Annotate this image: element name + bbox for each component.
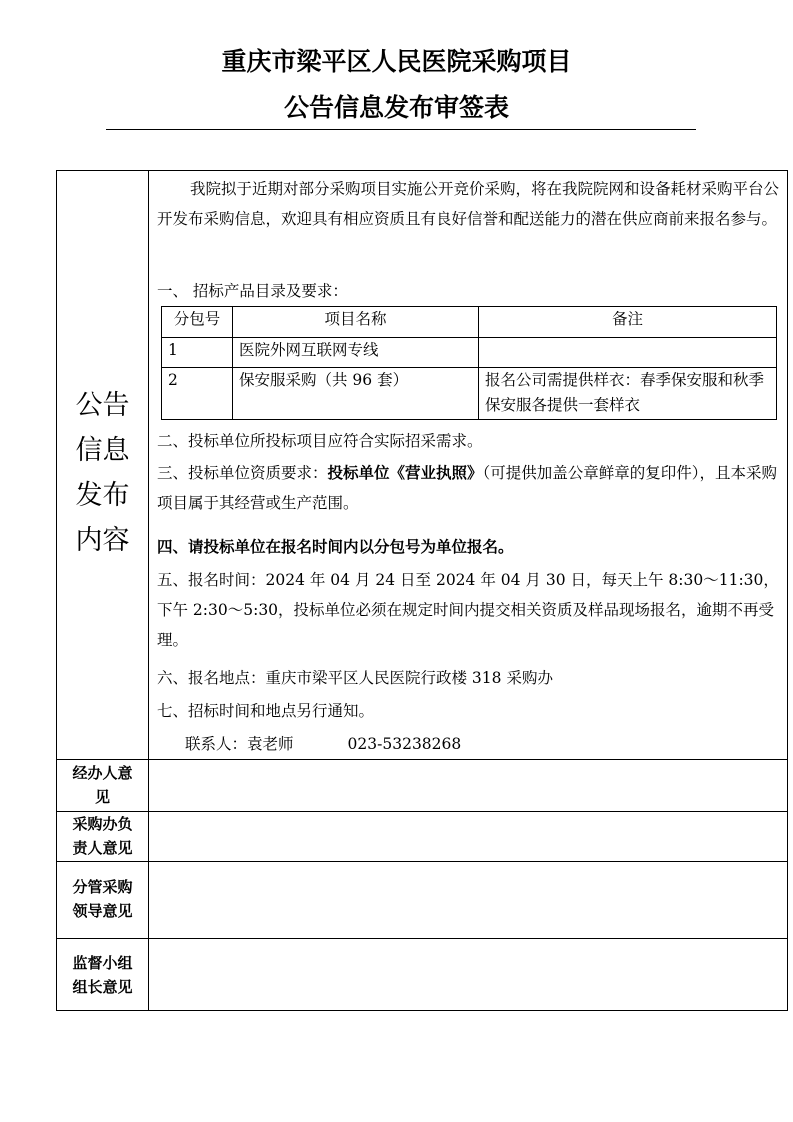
- document-title: 重庆市梁平区人民医院采购项目: [221, 47, 572, 76]
- table-cell: 1: [162, 338, 233, 368]
- announcement-row-label: [57, 383, 148, 563]
- label-line: 内容: [75, 525, 130, 556]
- leader-opinion-label: [57, 875, 148, 923]
- row-divider: [57, 811, 787, 812]
- label-line: 领导意见: [72, 902, 133, 920]
- table-header-row: [162, 307, 777, 338]
- label-line: 信息: [75, 435, 130, 466]
- label-line: 采购办负: [72, 815, 133, 833]
- supervisor-opinion-label: [57, 951, 148, 999]
- section-3-prefix: 三、投标单位资质要求：: [157, 464, 328, 482]
- section-3-bold: 投标单位《营业执照》: [327, 463, 483, 482]
- row-divider: [57, 861, 787, 862]
- procurement-head-opinion-label: [57, 812, 148, 860]
- section-3-suffix: （可提供加盖公章鲜章的复印件），且本采购项目属于其经营或生产范围。: [157, 464, 778, 512]
- label-line: 组长意见: [72, 978, 133, 996]
- section-1: 一、 招标产品目录及要求：: [157, 282, 348, 300]
- row-divider: [57, 938, 787, 939]
- table-cell: 保安服采购（共 96 套）: [233, 368, 479, 420]
- label-line: 公告: [75, 390, 130, 421]
- contact-phone: 023-53238268: [347, 735, 462, 753]
- section-4: 四、请投标单位在报名时间内以分包号为单位报名。: [157, 537, 514, 556]
- announcement-content: [157, 171, 781, 759]
- handler-opinion-label: [57, 761, 148, 809]
- row-divider: [57, 759, 787, 760]
- header-cell: 备注: [479, 307, 777, 338]
- header-cell: 项目名称: [233, 307, 479, 338]
- section-2: 二、投标单位所投标项目应符合实际招采需求。: [157, 432, 483, 450]
- label-line: 监督小组: [72, 954, 133, 972]
- section-7: 七、招标时间和地点另行通知。: [157, 702, 375, 720]
- product-table: [161, 306, 777, 420]
- table-cell: 报名公司需提供样衣：春季保安服和秋季保安服各提供一套样衣: [479, 368, 777, 420]
- table-cell: 医院外网互联网专线: [233, 338, 479, 368]
- section-5: 五、报名时间：2024 年 04 月 24 日至 2024 年 04 月 30 日，每天上午 8:30～11:30，下午 2:30～5:30，投标单位必须在规定时间内提交相关资质及样品现场报名，逾期不再受理。: [157, 571, 779, 649]
- column-divider: [148, 171, 149, 1010]
- table-row: [162, 368, 777, 420]
- title-underline: [106, 129, 696, 130]
- document-subtitle: 公告信息发布审签表: [283, 93, 509, 122]
- table-row: [162, 338, 777, 368]
- label-line: 责人意见: [72, 839, 133, 857]
- contact-line: [185, 729, 781, 759]
- section-3: [157, 458, 781, 518]
- table-cell: 2: [162, 368, 233, 420]
- contact-name: 袁老师: [247, 735, 294, 753]
- label-line: 见: [94, 788, 110, 806]
- label-line: 经办人意: [72, 764, 133, 782]
- label-line: 发布: [75, 480, 130, 511]
- approval-form: [56, 170, 788, 1011]
- contact-label: 联系人：: [185, 735, 248, 753]
- label-line: 分管采购: [72, 878, 133, 896]
- table-cell: [479, 338, 777, 368]
- intro-paragraph: 我院拟于近期对部分采购项目实施公开竞价采购，将在我院院网和设备耗材采购平台公开发布采购信息，欢迎具有相应资质且有良好信誉和配送能力的潜在供应商前来报名参与。: [157, 180, 780, 228]
- header-cell: 分包号: [162, 307, 233, 338]
- section-6: 六、报名地点：重庆市梁平区人民医院行政楼 318 采购办: [157, 669, 553, 687]
